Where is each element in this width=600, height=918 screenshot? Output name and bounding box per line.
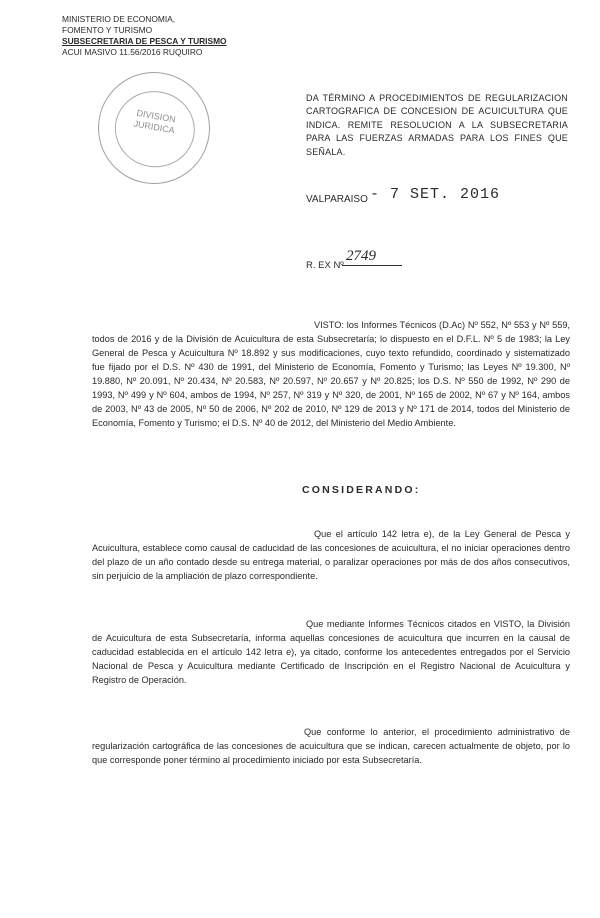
visto-paragraph: VISTO: los Informes Técnicos (D.Ac) Nº 552, Nº 553 y Nº 559, todos de 2016 y de la División de Acuicultura de esta Subsecretaría; lo dispuesto en el D.F.L. Nº 5 de 1983; la Ley General de Pesca y Acuicultura Nº 18.892 y sus modificaciones, cuyo texto refundido, coordinado y sistematizado fue fijado por el D.S. Nº 430 de 1991, del Ministerio de Economía, Fomento y Turismo; las Leyes Nº 19.300, Nº 19.880, Nº 20.091, Nº 20.434, Nº 20.583, Nº 20.597, Nº 20.657 y Nº 20.825; los D.S. Nº 550 de 1992, Nº 290 de 1993, Nº 499 y Nº 604, ambos de 1994, Nº 257, Nº 319 y Nº 320, de 2001, Nº 165 de 2002, Nº 67 y Nº 164, ambos de 2003, Nº 43 de 2005, Nº 50 de 2006, Nº 202 de 2010, Nº 129 de 2013 y Nº 171 de 2014, todos del Ministerio de Economía, Fomento y Turismo; el D.S. Nº 40 de 2012, del Ministerio del Medio Ambiente. xyxy=(92,320,570,428)
considerando-paragraph-2: Que mediante Informes Técnicos citados en VISTO, la División de Acuicultura de esta Subsecretaría, informa aquellas concesiones de acuicultura que incurren en la causal de caducidad establecida en el artículo 142 letra e), ya citado, conforme los antecedentes entregados por el Servicio Nacional de Pesca y Acuicultura mediante Certificado de Inscripción en el Registro Nacional de Acuicultura y Registro de Operación. xyxy=(92,619,570,685)
seal-text: DIVISION JURIDICA xyxy=(132,107,177,136)
letterhead-ministry: MINISTERIO DE ECONOMIA, xyxy=(62,14,176,24)
resolution-date: - 7 SET. 2016 xyxy=(370,186,501,203)
resolution-number-label: R. EX Nº xyxy=(306,260,344,271)
considerando-paragraph-3: Que conforme lo anterior, el procedimiento administrativo de regularización cartográfica de las concesiones de acuicultura que se indican, carecen actualmente de objeto, por lo que corresponde poner término al procedimiento iniciado por esta Subsecretaría. xyxy=(92,727,570,765)
official-seal-stamp xyxy=(89,63,219,193)
resolution-number: 2749 xyxy=(342,248,402,266)
letterhead-reference: ACUI MASIVO 11.56/2016 RUQUIRO xyxy=(62,47,203,57)
letterhead xyxy=(62,14,227,58)
letterhead-ministry-2: FOMENTO Y TURISMO xyxy=(62,25,153,35)
letterhead-subsecretaria: SUBSECRETARIA DE PESCA Y TURISMO xyxy=(62,36,227,46)
considerando-paragraph-1: Que el artículo 142 letra e), de la Ley General de Pesca y Acuicultura, establece como causal de caducidad de las concesiones de acuicultura, el no iniciar operaciones dentro del plazo de un año contado desde su entrega material, o paralizar operaciones por más de dos años consecutivos, sin perjuicio de la ampliación de plazo correspondiente. xyxy=(92,529,570,581)
considerando-heading: CONSIDERANDO: xyxy=(302,484,421,496)
resolution-subject: DA TÉRMINO A PROCEDIMIENTOS DE REGULARIZACION CARTOGRAFICA DE CONCESION DE ACUICULTURA QUE INDICA. REMITE RESOLUCION A LA SUBSECRETARIA PARA LAS FUERZAS ARMADAS PARA LOS FINES QUE SEÑALA. xyxy=(306,93,568,157)
place-label: VALPARAISO xyxy=(306,194,368,205)
